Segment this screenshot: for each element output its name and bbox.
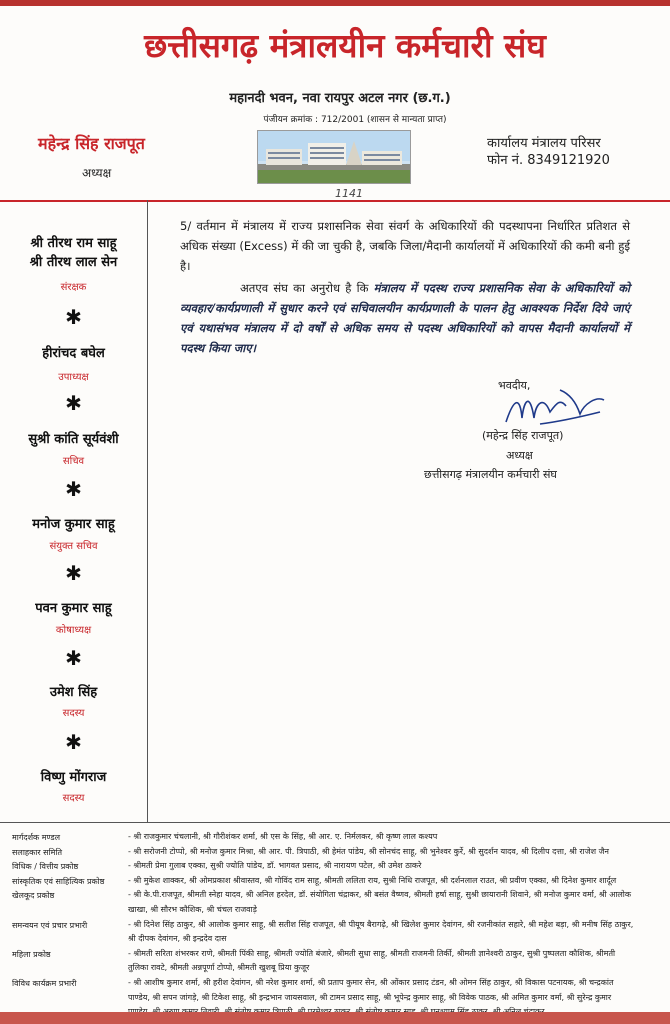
footer-member-line: - श्री राजकुमार चंचलानी, श्री गौरीशंकर शर्मा, श्री एस के सिंह, श्री आर. ए. निर्मलकर, श्री कृष्ण लाल कश्यप [128, 832, 438, 841]
star-separator-icon: ✱ [65, 730, 82, 754]
footer-member-line: - श्री मुकेश शाक्कर, श्री ओमप्रकाश श्रीवास्तव, श्री गोविंद राम साहू, श्रीमती ललिता राय, सुश्री निधि राजपूत, श्री दर्शनलाल राउत, श्री प्रवीण एक्का, श्री दिनेश कुमार शार्दूल [128, 875, 617, 885]
letter-paragraph: 5/ वर्तमान में मंत्रालय में राज्य प्रशासनिक सेवा संवर्ग के अधिकारियों की पदस्थापना निर्धारित प्रतिशत से अधिक संख्या (Excess) में की जा चुकी है, जबकि जिला/मैदानी कार्यालयों में अधिकारियों की कमी बनी हुई है। [180, 219, 630, 273]
star-separator-icon: ✱ [65, 646, 82, 670]
office-bearer-name: मनोज कुमार साहू [32, 517, 115, 532]
letter-body [180, 216, 630, 358]
footer-member-line: - श्रीमती सरिता शंभरकर राणे, श्रीमती पिंकी साहू, श्रीमती ज्योति बंजारे, श्रीमती सुधा साहू, श्रीमती राजमनी तिर्की, श्रीमती ज्ञानेश्वरी ठाकुर, सुश्री पुष्पलता कौशिक, श्रीमती [128, 948, 616, 958]
committee-footer [0, 830, 670, 1024]
footer-category-label: विविध कार्यक्रम प्रभारी [12, 979, 77, 988]
building-photo [257, 130, 411, 184]
office-bearer-name: उमेश सिंह [49, 685, 98, 700]
header-divider [0, 200, 670, 202]
footer-category-label: विधिक / वित्तीय प्रकोष्ठ [12, 862, 79, 872]
office-bearer-name: सुश्री कांति सूर्यवंशी [28, 432, 119, 447]
office-bearer-name: पवन कुमार साहू [35, 601, 112, 616]
office-bearer-role: सदस्य [62, 708, 85, 719]
closing-text: भवदीय, [498, 379, 531, 392]
office-phone: फोन नं. 8349121920 [487, 153, 610, 168]
handwritten-underlined-request: मंत्रालय में पदस्थ राज्य प्रशासनिक सेवा के अधिकारियों को व्यवहार/कार्यप्रणाली में सुधार करने एवं सचिवालयीन कार्यप्रणाली के पालन हेतु आवश्यक निर्देश दिये जाएं एवं यथासंभव मंत्रालय में दो वर्षों से अधिक समय से पदस्थ अधिकारियों को वापस मैदानी कार्यालयों में पदस्थ किया जाए। [180, 281, 631, 355]
star-separator-icon: ✱ [65, 305, 82, 329]
handwritten-inward-number: 1141 [335, 187, 363, 200]
footer-member-names [128, 830, 664, 1020]
footer-divider [0, 822, 670, 823]
office-bearer-role: सचिव [62, 456, 85, 467]
bottom-border-strip [0, 1012, 670, 1024]
star-separator-icon: ✱ [65, 561, 82, 585]
top-border-strip [0, 0, 670, 6]
footer-member-line: तुलिका रावटे, श्रीमती अन्नपूर्णा टोप्पो, श्रीमती खुशबू प्रिया कुजूर [128, 963, 310, 973]
office-bearer-name: हीरांचद बघेल [42, 346, 105, 361]
organization-address: महानदी भवन, नवा रायपुर अटल नगर (छ.ग.) [229, 91, 451, 106]
office-bearer-role: उपाध्यक्ष [58, 372, 89, 383]
footer-member-line: - श्री के.पी.राजपूत, श्रीमती स्नेहा यादव, श्री अनिल हरदेल, डॉ. संयोगिता चंद्राकर, श्री बसंत वैष्णव, श्रीमती हर्षा साहू, सुश्री छायारानी शिवाने, श्री मनोज कुमार वर्मा, श्री आलोक [128, 890, 632, 900]
office-bearer-role: सदस्य [62, 793, 85, 804]
star-separator-icon: ✱ [65, 477, 82, 501]
footer-category-label: समन्वयन एवं प्रचार प्रभारी [12, 920, 88, 930]
office-location: कार्यालय मंत्रालय परिसर [487, 136, 601, 151]
footer-member-line: - श्री आशीष कुमार शर्मा, श्री हरीश देवांगन, श्री नरेश कुमार शर्मा, श्री प्रताप कुमार सेन, श्री ओंकार प्रसाद टंडन, श्री ओमन सिंह ठाकुर, श्री विकास पटनायक, श्री चन्द्रकांत [128, 977, 614, 987]
president-role: अध्यक्ष [82, 166, 112, 180]
footer-member-line: - श्री दिनेश सिंह ठाकुर, श्री आलोक कुमार साहू, श्री सतीश सिंह राजपूत, श्री पीयूष बैरागढ़े, श्री खिलेश कुमार देवांगन, श्री रजनीकांत सहारे, श्री महेश बड़ा, श्री मनीष सिंह ठाकुर, [128, 919, 634, 929]
office-bearer-role: कोषाध्यक्ष [55, 625, 92, 636]
registration-number: पंजीयन क्रमांक : 712/2001 (शासन से मान्यता प्राप्त) [263, 115, 447, 125]
organization-title: छत्तीसगढ़ मंत्रालयीन कर्मचारी संघ [144, 26, 546, 65]
letter-paragraph [180, 278, 630, 358]
footer-member-line: खाखा, श्री सौरभ कौशिक, श्री चंचल राजवाड़े [128, 904, 257, 914]
footer-category-label: खेलकूद प्रकोष्ठ [12, 891, 55, 901]
request-intro-text: अतएव संघ का अनुरोध है कि [240, 281, 369, 295]
president-name: महेन्द्र सिंह राजपूत [38, 134, 145, 153]
office-bearer-role: संरक्षक [60, 282, 87, 293]
footer-member-line: श्री दीपक देवांगन, श्री इन्द्रदेव दास [128, 934, 227, 944]
footer-member-line: - श्री सरोजनी टोप्पो, श्री मनोज कुमार मिश्रा, श्री आर. पी. त्रिपाठी, श्री हेमंत पांडेय, श्री सोनचंद साहू, श्री भुनेश्वर कुर्रे, श्री सुदर्शन यादव, श्री दिलीप दत्ता, श्री राजेश जैन [128, 846, 610, 856]
signatory-name: (महेन्द्र सिंह राजपूत) [482, 429, 564, 442]
building-image [258, 131, 410, 183]
footer-category-label: सलाहकार समिति [12, 847, 63, 857]
footer-category-label: सांस्कृतिक एवं साहित्यिक प्रकोष्ठ [12, 876, 105, 886]
sidebar-divider [147, 200, 148, 822]
office-bearer-name: श्री तीरथ लाल सेन [29, 255, 118, 270]
footer-member-line: पाण्डेय, श्री सपन जांगड़े, श्री टिकेश साहू, श्री इन्द्रभान जायसवाल, श्री टामन प्रसाद साहू, श्री भूपेन्द्र कुमार साहू, श्री विवेक पाठक, श्री अमित कुमार वर्मा, श्री सुरेन्द्र कुमार [128, 992, 612, 1002]
office-bearer-name: विष्णु मोंगराज [40, 770, 107, 785]
footer-member-line: - श्रीमती प्रेमा गुलाब एक्का, सुश्री ज्योति पांडेय, डॉ. भागवत प्रसाद, श्री नारायण पटेल, श्री उमेश ठाकरे [128, 861, 422, 871]
star-separator-icon: ✱ [65, 391, 82, 415]
office-bearer-name: श्री तीरथ राम साहू [30, 236, 117, 251]
footer-category-label: मार्गदर्शक मण्डल [12, 833, 61, 842]
footer-category-label: महिला प्रकोष्ठ [12, 949, 51, 959]
office-bearer-role: संयुक्त सचिव [49, 541, 98, 552]
signatory-role: अध्यक्ष [506, 449, 533, 462]
signatory-organization: छत्तीसगढ़ मंत्रालयीन कर्मचारी संघ [424, 468, 557, 481]
